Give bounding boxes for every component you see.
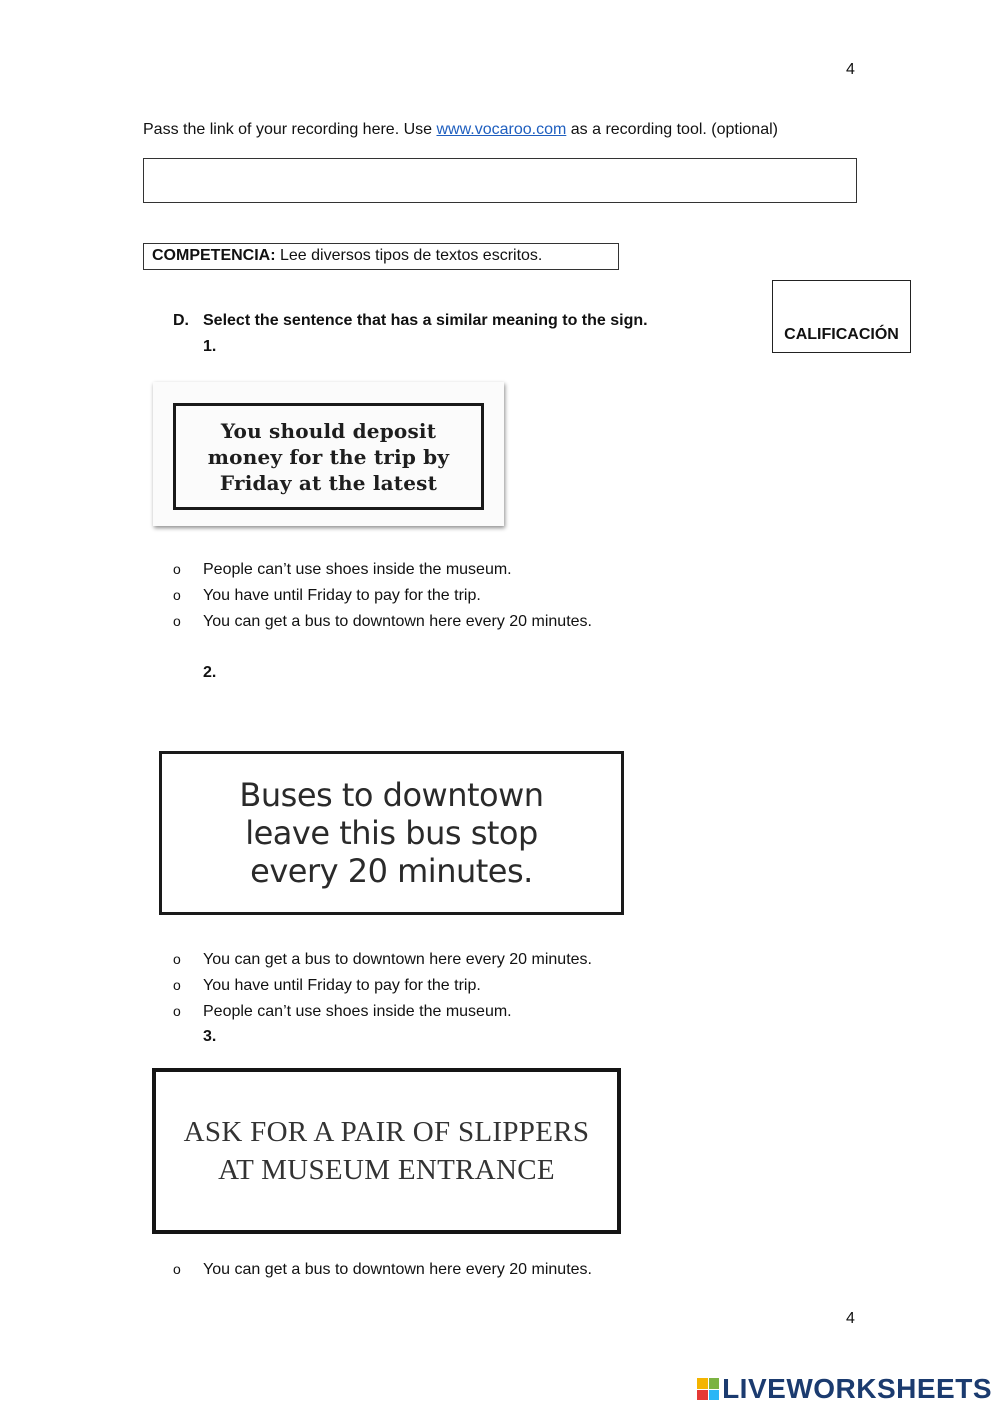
grade-label: CALIFICACIÓN bbox=[784, 326, 899, 343]
option-text: You have until Friday to pay for the trip. bbox=[203, 587, 481, 604]
sign-3-line: ASK FOR A PAIR OF SLIPPERS bbox=[183, 1116, 590, 1148]
option-text: You can get a bus to downtown here every 20 minutes. bbox=[203, 951, 592, 968]
section-letter: D. bbox=[173, 312, 189, 329]
option-text: You can get a bus to downtown here every 20 minutes. bbox=[203, 613, 592, 630]
radio-bullet-icon[interactable]: o bbox=[173, 561, 181, 577]
page-number-bottom: 4 bbox=[846, 1310, 855, 1327]
sign-1-border bbox=[173, 403, 484, 510]
liveworksheets-logo bbox=[697, 1373, 992, 1405]
q1-option-1[interactable] bbox=[173, 559, 512, 580]
q2-option-2[interactable] bbox=[173, 975, 481, 996]
q1-option-3[interactable] bbox=[173, 611, 592, 632]
sign-1-image bbox=[153, 382, 504, 526]
sign-2-line: leave this bus stop bbox=[245, 814, 538, 852]
page-number-top: 4 bbox=[846, 61, 855, 78]
sign-2-text bbox=[239, 776, 543, 890]
competencia-label: COMPETENCIA: bbox=[152, 247, 276, 264]
question-2-number: 2. bbox=[203, 664, 217, 681]
competencia-box bbox=[143, 243, 619, 270]
question-1-number: 1. bbox=[203, 338, 217, 355]
sign-1-line: money for the trip by bbox=[207, 444, 450, 469]
radio-bullet-icon[interactable]: o bbox=[173, 1003, 181, 1019]
radio-bullet-icon[interactable]: o bbox=[173, 977, 181, 993]
vocaroo-link[interactable]: www.vocaroo.com bbox=[436, 121, 567, 138]
option-text: You can get a bus to downtown here every 20 minutes. bbox=[203, 1261, 592, 1278]
q2-option-1[interactable] bbox=[173, 949, 592, 970]
recording-instruction bbox=[143, 120, 778, 140]
q3-option-1[interactable] bbox=[173, 1259, 592, 1280]
competencia-text: Lee diversos tipos de textos escritos. bbox=[275, 247, 543, 264]
section-instruction: Select the sentence that has a similar meaning to the sign. bbox=[203, 312, 648, 329]
radio-bullet-icon[interactable]: o bbox=[173, 613, 181, 629]
option-text: People can’t use shoes inside the museum. bbox=[203, 561, 512, 578]
sign-1-line: You should deposit bbox=[220, 418, 437, 443]
q1-option-2[interactable] bbox=[173, 585, 481, 606]
recording-text-before: Pass the link of your recording here. Use bbox=[143, 121, 437, 138]
radio-bullet-icon[interactable]: o bbox=[173, 587, 181, 603]
option-text: You have until Friday to pay for the trip. bbox=[203, 977, 481, 994]
sign-3-line: AT MUSEUM ENTRANCE bbox=[218, 1154, 555, 1186]
grade-box bbox=[772, 280, 911, 353]
sign-1-text bbox=[208, 418, 449, 496]
sign-2-image bbox=[159, 751, 624, 915]
sign-3-image bbox=[152, 1068, 621, 1234]
sign-2-line: every 20 minutes. bbox=[250, 852, 533, 890]
recording-link-field[interactable] bbox=[143, 158, 857, 203]
sign-2-line: Buses to downtown bbox=[239, 776, 544, 814]
recording-text-after: as a recording tool. (optional) bbox=[566, 121, 778, 138]
radio-bullet-icon[interactable]: o bbox=[173, 951, 181, 967]
question-3-number: 3. bbox=[203, 1028, 217, 1045]
brand-name: LIVEWORKSHEETS bbox=[722, 1373, 992, 1404]
recording-link-input[interactable] bbox=[144, 159, 856, 202]
liveworksheets-logo-icon bbox=[697, 1378, 719, 1400]
option-text: People can’t use shoes inside the museum. bbox=[203, 1003, 512, 1020]
sign-1-line: Friday at the latest bbox=[219, 470, 438, 495]
sign-3-text bbox=[184, 1113, 590, 1189]
q2-option-3[interactable] bbox=[173, 1001, 512, 1022]
radio-bullet-icon[interactable]: o bbox=[173, 1261, 181, 1277]
